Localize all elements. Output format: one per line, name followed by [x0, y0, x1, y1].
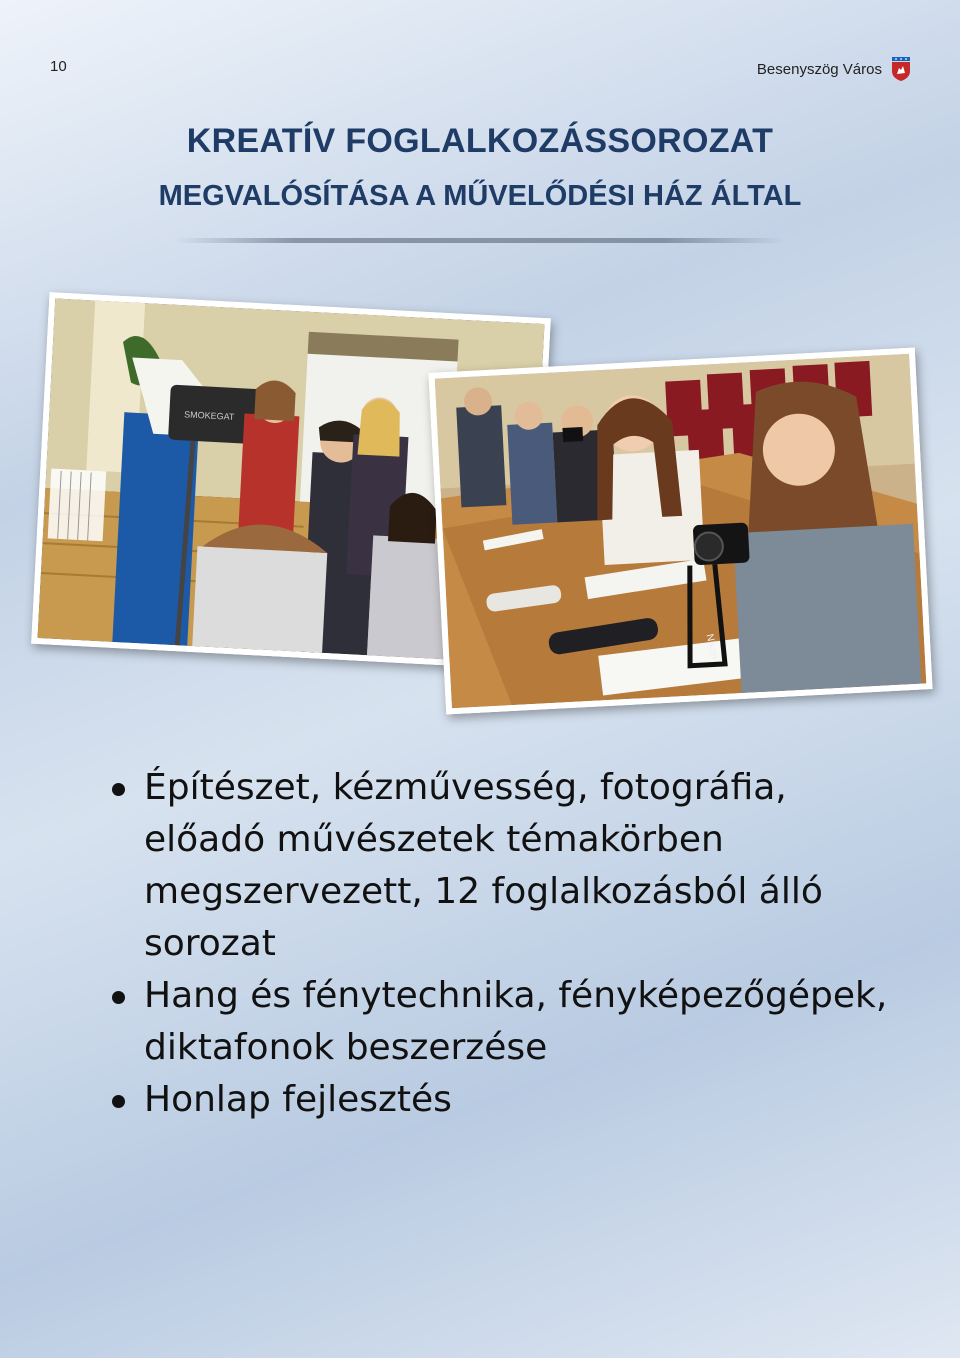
camera-strap-label: Nikon — [703, 632, 721, 661]
photo-camera-workshop — [428, 347, 932, 714]
header-town — [757, 56, 912, 82]
bullet-item-website: Honlap fejlesztés — [108, 1074, 908, 1126]
bullet-item-equipment: Hang és fénytechnika, fényképezőgépek, diktafonok beszerzése — [108, 970, 908, 1074]
page-title-line-1: KREATÍV FOGLALKOZÁSSOROZAT — [186, 122, 774, 160]
title-divider — [175, 238, 785, 243]
softbox-label: SMOKEGAT — [183, 409, 235, 422]
bullet-list — [108, 762, 908, 1126]
page-number: 10 — [50, 58, 67, 75]
page-title-line-2: MEGVALÓSÍTÁSA A MŰVELŐDÉSI HÁZ ÁLTAL — [158, 180, 802, 212]
bullet-item-workshops: Építészet, kézművesség, fotográfia, előadó művészetek témakörben megszervezett, 12 foglalkozásból álló sorozat — [108, 762, 908, 970]
town-name: Besenyszög Város — [756, 60, 882, 78]
town-crest-icon — [890, 56, 912, 82]
